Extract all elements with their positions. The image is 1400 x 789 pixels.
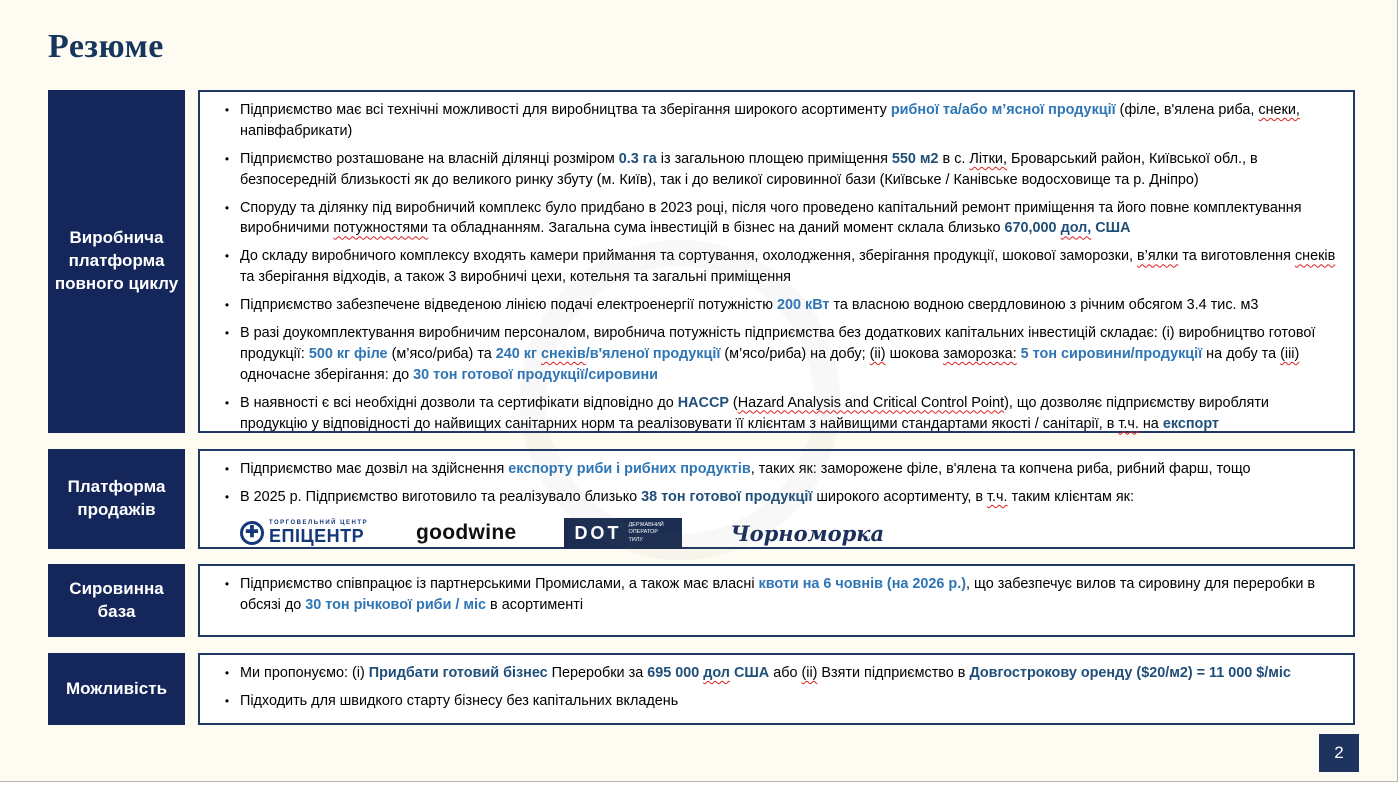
bullet-text: Підприємство забезпечене відведеною лінією подачі електроенергії потужністю 200 кВт та власною водною свердловиною з річним обсягом 3.4 тис. м3 xyxy=(240,297,1259,313)
bullet-item xyxy=(214,487,1339,508)
bullet-text: Підходить для швидкого старту бізнесу без капітальних вкладень xyxy=(240,693,679,709)
bullet-text: В наявності є всі необхідні дозволи та сертифікати відповідно до HACCP (Hazard Analysis and Critical Control Point), що дозволяє підприємству виробляти продукцію у відповідності до найвищих санітарних норм та реалізовувати її клієнтам з найвищими стандартами якості / санітарії, в т.ч. на експорт xyxy=(240,394,1269,432)
bullet-item xyxy=(214,100,1339,142)
bullet-text: Підприємство співпрацює із партнерськими Промислами, а також має власні квоти на 6 човнів (на 2026 р.), що забезпечує вилов та сировину для переробки в обсязі до 30 тон річкової риби / міс в асортименті xyxy=(240,576,1316,613)
bullet-text: До складу виробничого комплексу входять камери приймання та сортування, охолодження, зберігання продукції, шокової заморозки, в’ялки та виготовлення снеків та зберігання відходів, а також 3 виробничі цехи, котельня та загальні приміщення xyxy=(240,248,1336,286)
bullet-item xyxy=(214,198,1339,240)
section-content-box xyxy=(198,564,1355,637)
bullet-dot-icon: • xyxy=(224,490,230,504)
bullet-dot-icon: • xyxy=(224,395,230,410)
bullet-text: В разі доукомплектування виробничим персоналом, виробнича потужність підприємства без додаткових капітальних інвестицій складає: (і) виробництво готової продукції: 500 кг філе (м’ясо/риба) та 240 кг снеків/в'яленої продукції (м’ясо/риба) на добу; (іі) шокова заморозка: 5 тон сировини/продукції на добу та (ііі) одночасне зберігання: до 30 тон готової продукції/сировини xyxy=(240,325,1316,383)
bullet-text: Підприємство має дозвіл на здійснення експорту риби і рибних продуктів, таких як: заморожене філе, в'ялена та копчена риба, рибний фарш, тощо xyxy=(240,461,1251,477)
bullet-item xyxy=(214,393,1339,435)
epicentr-circle-icon: ✚ xyxy=(240,521,264,545)
section-row xyxy=(48,449,1355,549)
section-label: Платформа продажів xyxy=(48,449,185,549)
bullet-dot-icon: • xyxy=(224,462,230,476)
bullet-text: Підприємство розташоване на власній ділянці розміром 0.3 га із загальною площею приміщення 550 м2 в с. Літки, Броварський район, Київської обл., в безпосередній близькості як до великого ринку збуту (м. Київ), так і до великої сировинної бази (Київське / Канівське водосховище та р. Дніпро) xyxy=(240,150,1258,188)
bullet-item xyxy=(214,459,1339,480)
sections xyxy=(48,90,1355,725)
bullet-item xyxy=(214,323,1339,386)
bullet-dot-icon: • xyxy=(224,577,230,591)
section-row xyxy=(48,564,1355,637)
bullet-text: В 2025 р. Підприємство виготовило та реалізувало близько 38 тон готової продукції широкого асортименту, в т.ч. таким клієнтам як: xyxy=(240,489,1134,505)
section-row xyxy=(48,653,1355,725)
section-content-box xyxy=(198,90,1355,433)
bullet-dot-icon: • xyxy=(224,151,230,166)
client-logos-row xyxy=(240,515,1339,551)
bullet-dot-icon: • xyxy=(224,666,230,680)
bullet-item xyxy=(214,691,1339,712)
page-number-badge: 2 xyxy=(1319,734,1359,772)
section-label: Виробнича платформа повного циклу xyxy=(48,90,185,433)
page-title: Резюме xyxy=(48,28,164,65)
section-row xyxy=(48,90,1355,433)
bullet-item xyxy=(214,663,1339,684)
goodwine-logo: goodwine xyxy=(416,521,517,544)
bullet-dot-icon: • xyxy=(224,694,230,708)
bullet-text: Ми пропонуємо: (і) Придбати готовий бізнес Переробки за 695 000 дол США або (іі) Взяти підприємство в Довгострокову оренду ($20/м2) = 11 000 $/міс xyxy=(240,665,1291,681)
bullet-dot-icon: • xyxy=(224,298,230,312)
bullet-item xyxy=(214,149,1339,191)
bullet-dot-icon: • xyxy=(224,200,230,215)
bullet-item xyxy=(214,574,1339,616)
section-label: Можливість xyxy=(48,653,185,725)
section-label: Сировинна база xyxy=(48,564,185,637)
chornomorka-logo: Чорноморка xyxy=(730,520,885,546)
bullet-dot-icon: • xyxy=(224,326,230,340)
epicentr-logo: ✚ ТОРГОВЕЛЬНИЙ ЦЕНТР ЕПІЦЕНТР xyxy=(240,520,368,547)
bullet-text: Підприємство має всі технічні можливості для виробництва та зберігання широкого асортименту рибної та/або м’ясної продукції (філе, в'ялена риба, снеки, напівфабрикати) xyxy=(240,102,1300,139)
dot-logo: DOT ДЕРЖАВНИЙ ОПЕРАТОР ТИЛУ xyxy=(564,518,682,549)
bullet-item xyxy=(214,295,1339,316)
section-content-box xyxy=(198,653,1355,725)
bullet-dot-icon: • xyxy=(224,249,230,264)
bullet-dot-icon: • xyxy=(224,103,230,117)
bullet-text: Споруду та ділянку під виробничий комплекс було придбано в 2023 році, після чого проведено капітальний ремонт приміщення та його повне комплектування виробничими потужностями та обладнанням. Загальна сума інвестицій в бізнес на даний момент склала близько 670,000 дол, США xyxy=(240,199,1302,237)
section-content-box xyxy=(198,449,1355,549)
bullet-item xyxy=(214,246,1339,288)
